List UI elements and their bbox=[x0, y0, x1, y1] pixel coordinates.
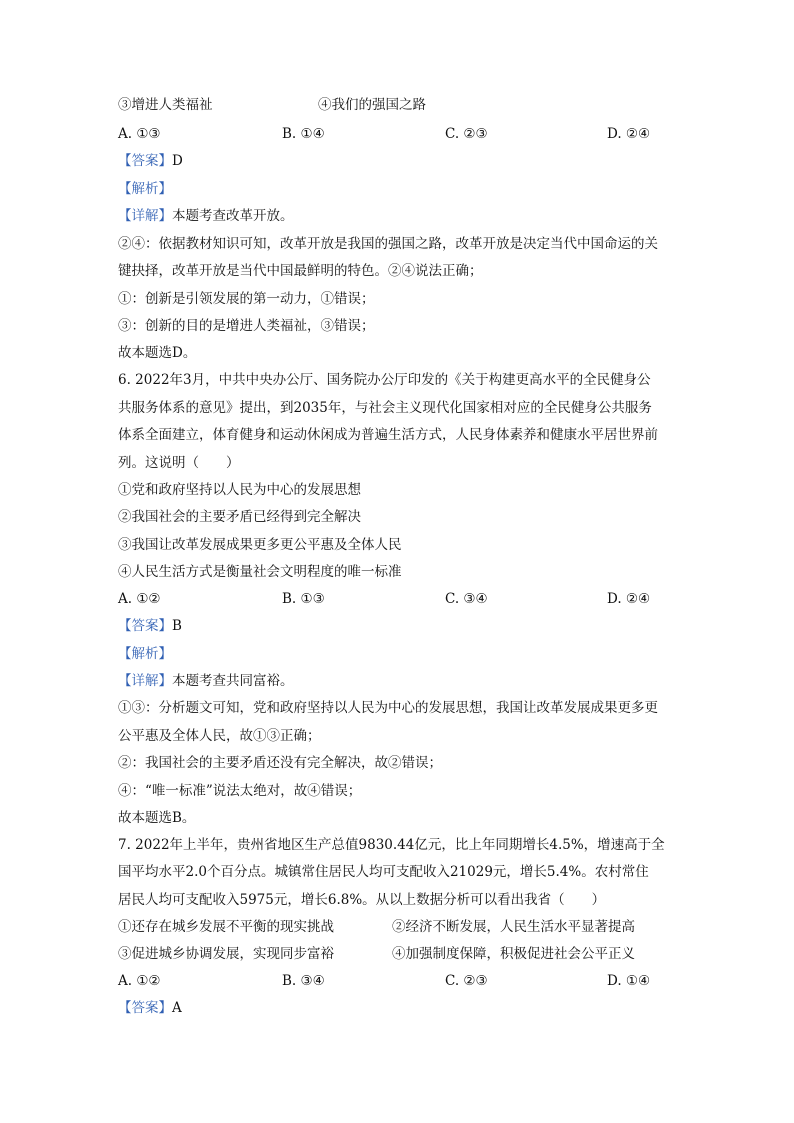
q6-stem-2: 共服务体系的意见》提出，到2035年，与社会主义现代化国家相对应的全民健身公共服务 bbox=[118, 400, 652, 416]
q6-option-b: B. ①③ bbox=[282, 591, 325, 607]
q5-detail-tag: 【详解】 bbox=[118, 208, 172, 224]
q6-line-3: ②：我国社会的主要矛盾还没有完全解决，故②错误； bbox=[118, 755, 442, 771]
q7-options bbox=[118, 972, 678, 990]
q7-option-c: C. ②③ bbox=[445, 973, 488, 989]
q7-statement-4: ④加强制度保障，积极促进社会公平正义 bbox=[392, 946, 635, 962]
q6-statement-3: ③我国让改革发展成果更多更公平惠及全体人民 bbox=[118, 537, 402, 553]
q6-analysis-heading: 【解析】 bbox=[118, 646, 172, 662]
q6-stem-4: 列。这说明（ ） bbox=[118, 455, 240, 471]
q6-statement-2: ②我国社会的主要矛盾已经得到完全解决 bbox=[118, 509, 361, 525]
q6-statement-4: ④人民生活方式是衡量社会文明程度的唯一标准 bbox=[118, 564, 402, 580]
q6-stem-3: 体系全面建立，体育健身和运动休闲成为普遍生活方式，人民身体素养和健康水平居世界前 bbox=[118, 427, 658, 443]
q6-line-5: 故本题选B。 bbox=[118, 810, 196, 826]
q7-option-b: B. ③④ bbox=[282, 973, 325, 989]
q7-stem-2: 国平均水平2.0个百分点。城镇常住居民人均可支配收入21029元，增长5.4%。农村常住 bbox=[118, 864, 649, 880]
q5-option-a: A. ①③ bbox=[118, 126, 161, 142]
q7-answer-value: A bbox=[172, 1000, 182, 1016]
q5-answer bbox=[118, 152, 678, 170]
q5-statement-4: ④我们的强国之路 bbox=[318, 97, 426, 113]
q7-statement-row-1 bbox=[118, 918, 678, 936]
q6-statement-1: ①党和政府坚持以人民为中心的发展思想 bbox=[118, 482, 361, 498]
q7-answer-tag: 【答案】 bbox=[118, 1000, 172, 1016]
q7-statement-row-2 bbox=[118, 945, 678, 963]
q7-stem-3: 居民人均可支配收入5975元，增长6.8%。从以上数据分析可以看出我省（ ） bbox=[118, 892, 606, 908]
q6-stem-1: 6. 2022年3月，中共中央办公厅、国务院办公厅印发的《关于构建更高水平的全民健身公 bbox=[118, 372, 651, 388]
q6-options bbox=[118, 590, 678, 608]
q7-option-d: D. ①④ bbox=[607, 973, 651, 989]
q7-statement-3: ③促进城乡协调发展，实现同步富裕 bbox=[118, 946, 334, 962]
q5-option-d: D. ②④ bbox=[607, 126, 651, 142]
q5-analysis-heading: 【解析】 bbox=[118, 181, 172, 197]
q5-option-b: B. ①④ bbox=[282, 126, 325, 142]
q6-detail-tag: 【详解】 bbox=[118, 673, 172, 689]
q6-line-4: ④：“唯一标准”说法太绝对，故④错误； bbox=[118, 783, 362, 799]
q5-line-4: ③：创新的目的是增进人类福祉，③错误； bbox=[118, 318, 375, 334]
q5-statement-3: ③增进人类福祉 bbox=[118, 97, 213, 113]
q5-answer-value: D bbox=[172, 153, 183, 169]
q6-option-a: A. ①② bbox=[118, 591, 161, 607]
q7-statement-1: ①还存在城乡发展不平衡的现实挑战 bbox=[118, 919, 334, 935]
q5-line-1: ②④：依据教材知识可知，改革开放是我国的强国之路，改革开放是决定当代中国命运的关 bbox=[118, 236, 658, 252]
q7-stem-1: 7. 2022年上半年，贵州省地区生产总值9830.44亿元，比上年同期增长4.5%，增速高于全 bbox=[118, 837, 665, 853]
q5-statement-row bbox=[118, 96, 678, 114]
q7-statement-2: ②经济不断发展，人民生活水平显著提高 bbox=[392, 919, 635, 935]
q6-detail bbox=[118, 672, 678, 690]
q5-answer-tag: 【答案】 bbox=[118, 153, 172, 169]
q6-detail-text: 本题考查共同富裕。 bbox=[172, 673, 294, 689]
q5-line-2: 键抉择，改革开放是当代中国最鲜明的特色。②④说法正确； bbox=[118, 263, 483, 279]
q5-options bbox=[118, 125, 678, 143]
q6-line-1: ①③：分析题文可知，党和政府坚持以人民为中心的发展思想，我国让改革发展成果更多更 bbox=[118, 700, 658, 716]
q5-detail bbox=[118, 207, 678, 225]
q6-line-2: 公平惠及全体人民，故①③正确； bbox=[118, 728, 321, 744]
q6-option-d: D. ②④ bbox=[607, 591, 651, 607]
q5-option-c: C. ②③ bbox=[445, 126, 488, 142]
q7-answer bbox=[118, 999, 678, 1017]
q6-answer-value: B bbox=[172, 618, 182, 634]
q5-line-5: 故本题选D。 bbox=[118, 345, 197, 361]
q6-answer-tag: 【答案】 bbox=[118, 618, 172, 634]
q5-detail-text: 本题考查改革开放。 bbox=[172, 208, 294, 224]
q5-line-3: ①：创新是引领发展的第一动力，①错误； bbox=[118, 291, 375, 307]
q6-answer bbox=[118, 617, 678, 635]
q6-option-c: C. ③④ bbox=[445, 591, 488, 607]
q7-option-a: A. ①② bbox=[118, 973, 161, 989]
